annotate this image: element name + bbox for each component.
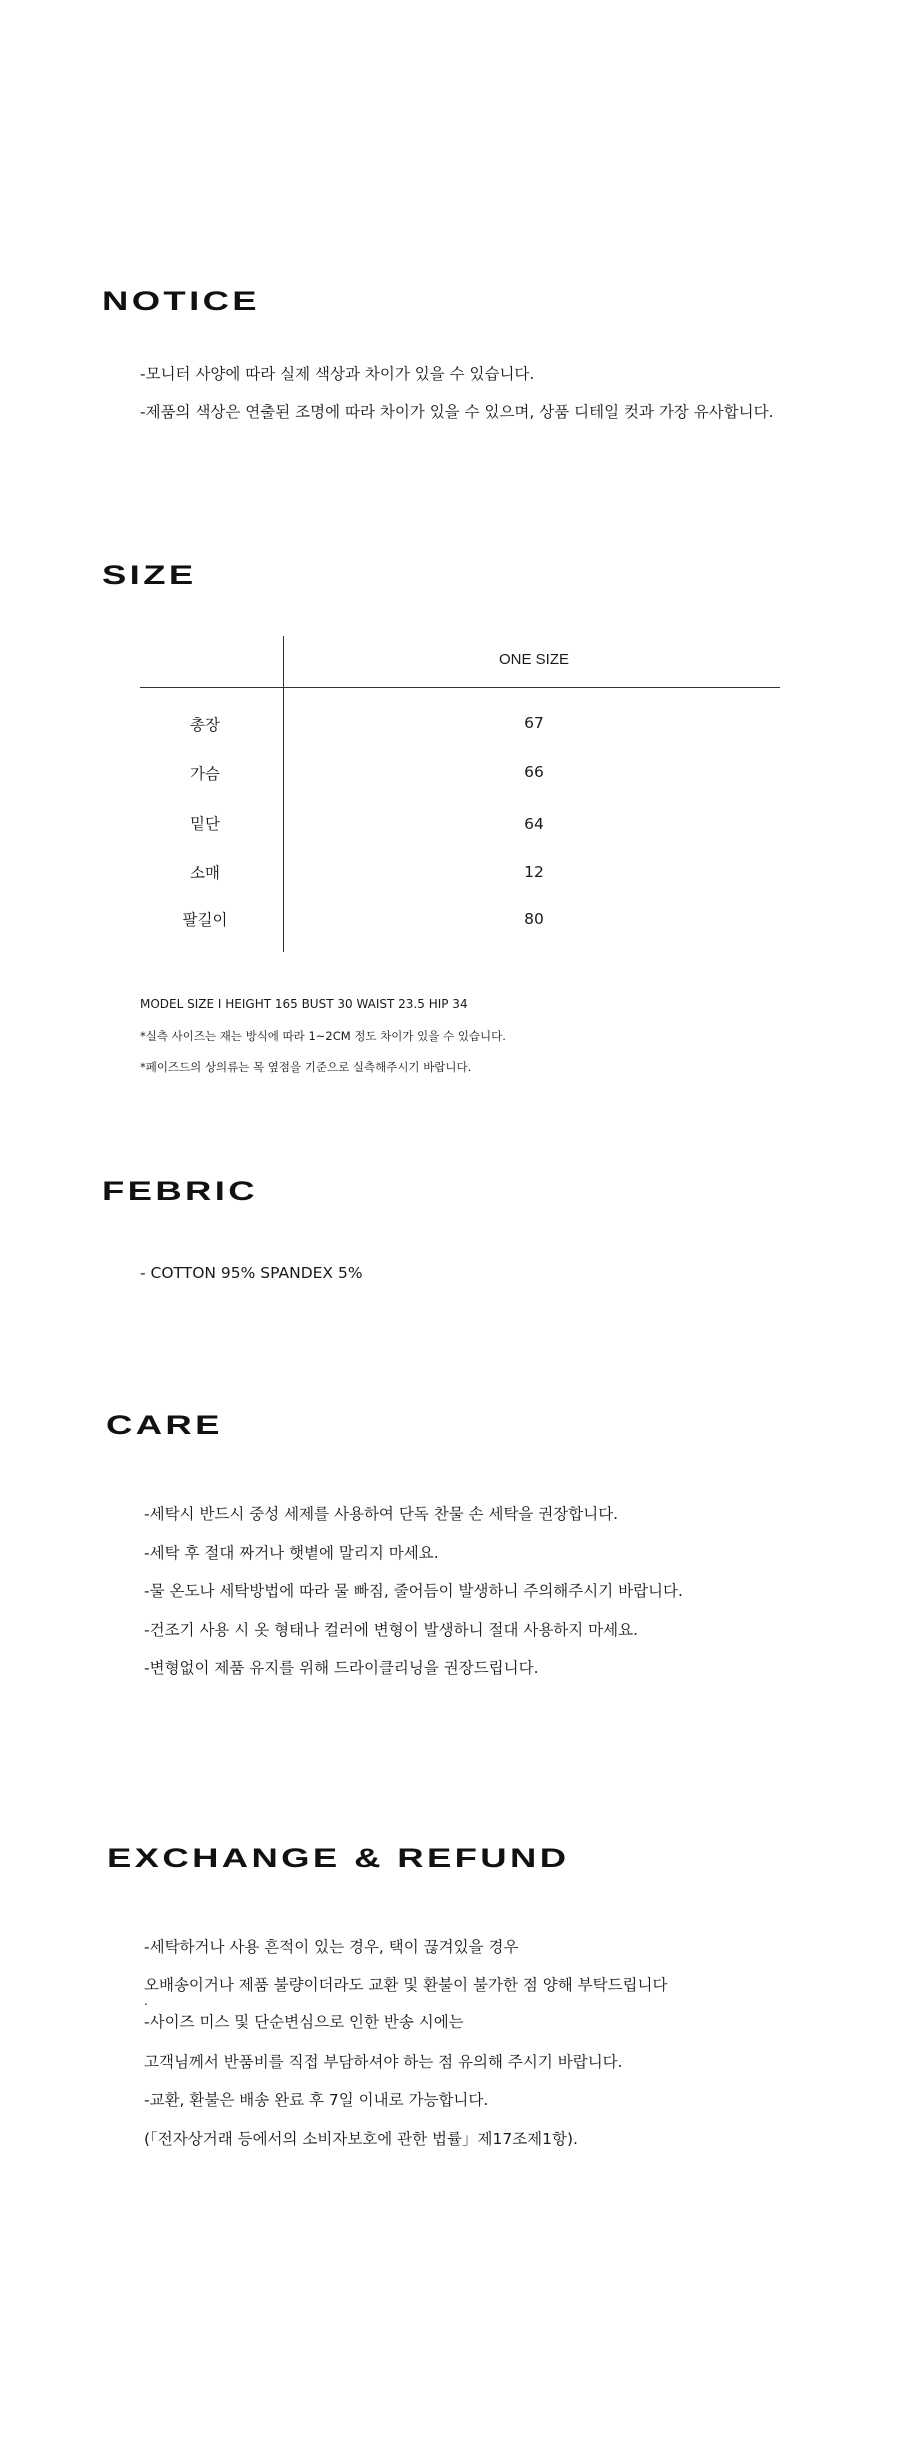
size-table-divider-horizontal	[140, 687, 780, 688]
size-note-1: *실측 사이즈는 재는 방식에 따라 1~2CM 정도 차이가 있을 수 있습니다.	[140, 1029, 506, 1043]
size-row-value: 80	[524, 910, 544, 928]
size-row-label: 가슴	[190, 765, 220, 783]
care-line-4: -건조기 사용 시 옷 형태나 컬러에 변형이 발생하니 절대 사용하지 마세요.	[144, 1621, 639, 1639]
notice-line-1: -모니터 사양에 따라 실제 색상과 차이가 있을 수 있습니다.	[140, 365, 535, 383]
care-line-5: -변형없이 제품 유지를 위해 드라이클리닝을 권장드립니다.	[144, 1659, 539, 1677]
size-table-divider-vertical	[283, 636, 284, 952]
exchange-line-1: -세탁하거나 사용 흔적이 있는 경우, 택이 끊겨있을 경우	[144, 1938, 519, 1956]
care-line-1: -세탁시 반드시 중성 세제를 사용하여 단독 찬물 손 세탁을 권장합니다.	[144, 1505, 619, 1523]
exchange-line-3: -사이즈 미스 및 단순변심으로 인한 반송 시에는	[144, 2013, 464, 2031]
size-note-2: *페이즈드의 상의류는 목 옆점을 기준으로 실측해주시기 바랍니다.	[140, 1060, 472, 1074]
size-row-label: 밑단	[190, 815, 220, 833]
size-heading: SIZE	[102, 560, 197, 590]
notice-heading: NOTICE	[102, 286, 260, 316]
exchange-line-2: 오배송이거나 제품 불량이더라도 교환 및 환불이 불가한 점 양해 부탁드립니다	[144, 1976, 668, 1994]
fabric-heading: FEBRIC	[102, 1176, 258, 1206]
size-row-value: 64	[524, 815, 544, 833]
size-row-label: 팔길이	[182, 911, 228, 929]
size-row-value: 12	[524, 863, 544, 881]
notice-line-2: -제품의 색상은 연출된 조명에 따라 차이가 있을 수 있으며, 상품 디테일 컷과 가장 유사합니다.	[140, 403, 774, 421]
size-row-label: 총장	[190, 716, 220, 734]
exchange-heading: EXCHANGE & REFUND	[107, 1843, 570, 1873]
exchange-line-5: -교환, 환불은 배송 완료 후 7일 이내로 가능합니다.	[144, 2091, 489, 2109]
exchange-line-4: 고객님께서 반품비를 직접 부담하셔야 하는 점 유의해 주시기 바랍니다.	[144, 2053, 623, 2071]
model-size: MODEL SIZE I HEIGHT 165 BUST 30 WAIST 23.5 HIP 34	[140, 997, 468, 1011]
size-row-value: 67	[524, 714, 544, 732]
care-line-3: -물 온도나 세탁방법에 따라 물 빠짐, 줄어듬이 발생하니 주의해주시기 바랍니다.	[144, 1582, 683, 1600]
size-row-label: 소매	[190, 864, 220, 882]
size-column-header: ONE SIZE	[498, 651, 569, 668]
fabric-line: - COTTON 95% SPANDEX 5%	[140, 1264, 363, 1282]
exchange-dot: .	[144, 1994, 148, 2008]
size-row-value: 66	[524, 763, 544, 781]
exchange-line-6: (「전자상거래 등에서의 소비자보호에 관한 법률」제17조제1항).	[144, 2130, 578, 2148]
care-line-2: -세탁 후 절대 짜거나 햇볕에 말리지 마세요.	[144, 1544, 439, 1562]
care-heading: CARE	[106, 1410, 223, 1440]
